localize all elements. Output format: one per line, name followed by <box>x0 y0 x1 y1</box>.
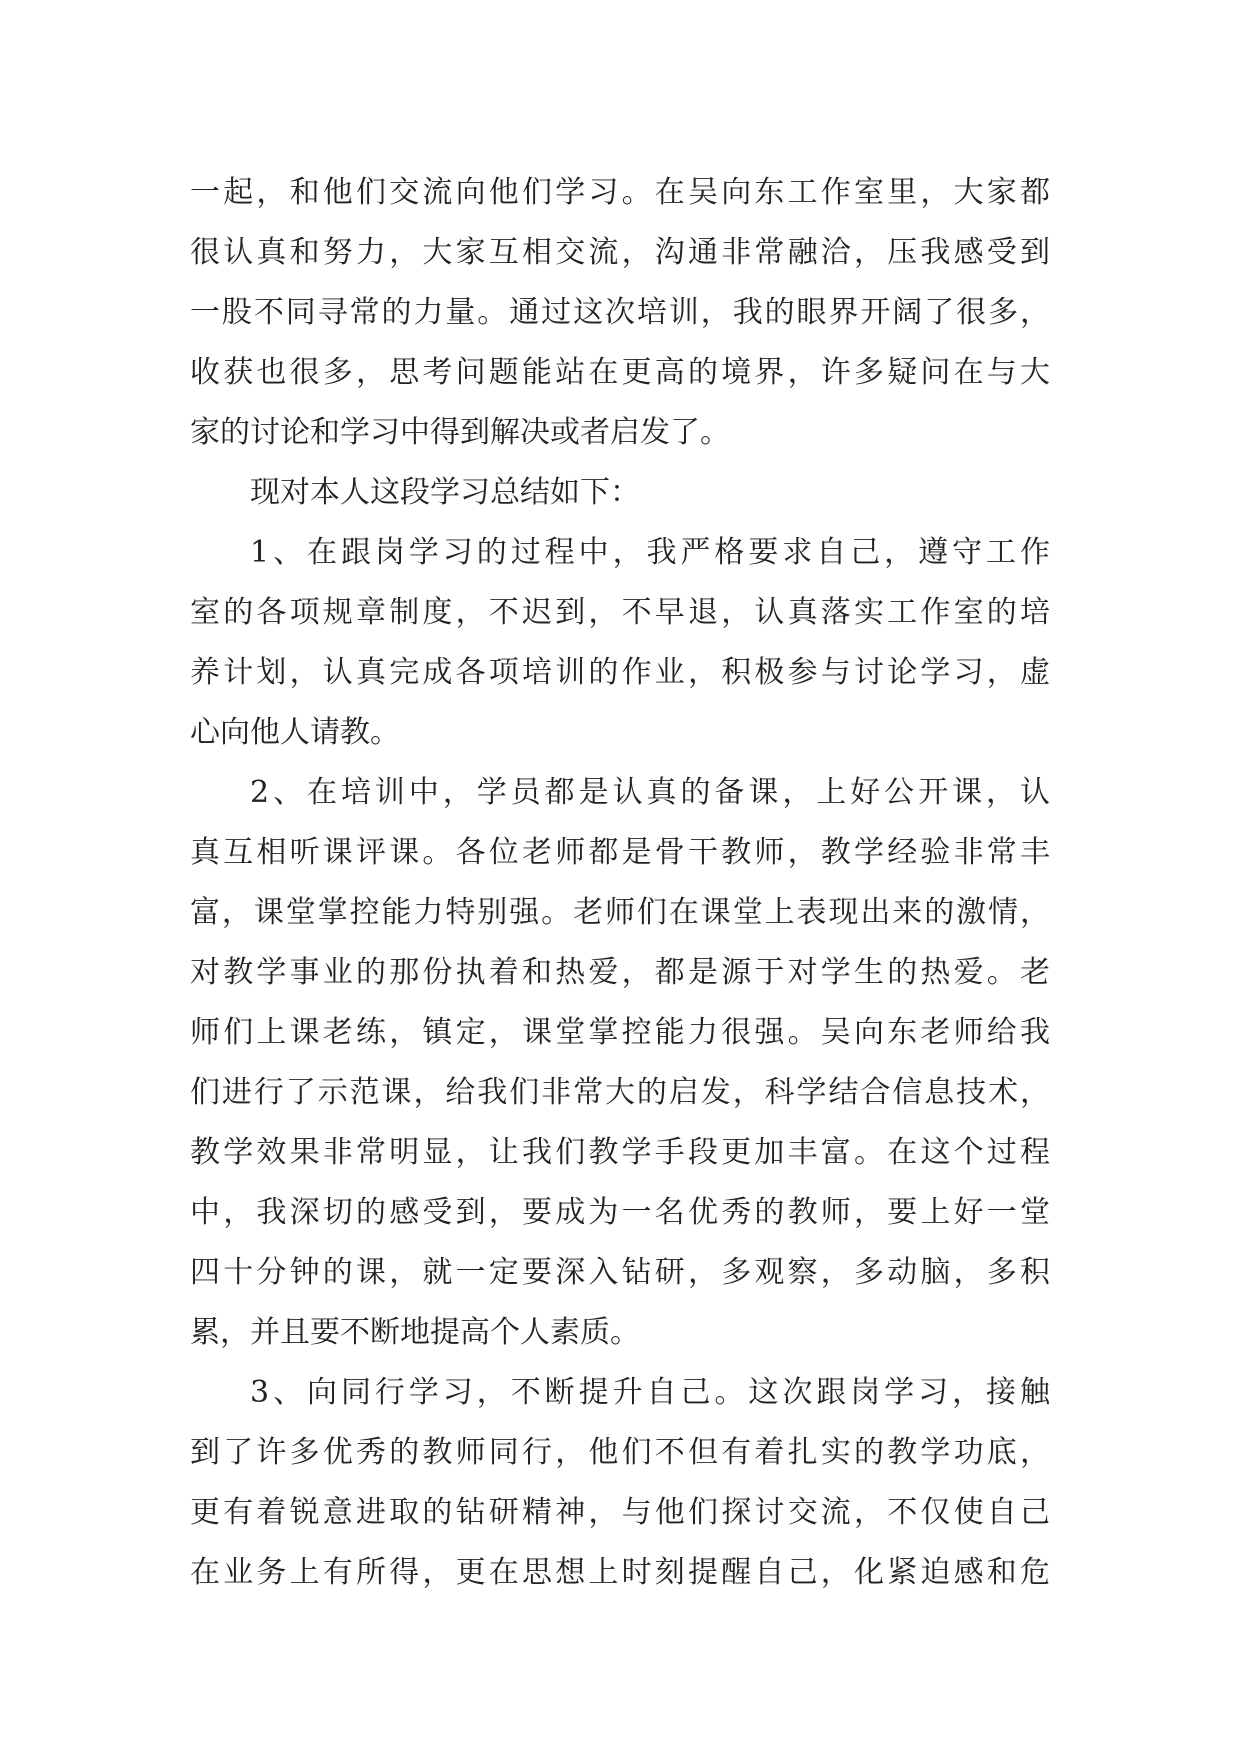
text-line: 教学效果非常明显，让我们教学手段更加丰富。在这个过程 <box>190 1135 1050 1170</box>
list-item-2-line: 2、在培训中，学员都是认真的备课，上好公开课，认 <box>250 775 1050 810</box>
text-line: 四十分钟的课，就一定要深入钻研，多观察，多动脑，多积 <box>190 1255 1050 1290</box>
list-item-3-line: 3、向同行学习，不断提升自己。这次跟岗学习，接触 <box>250 1375 1050 1410</box>
text-line: 养计划，认真完成各项培训的作业，积极参与讨论学习，虚 <box>190 655 1050 690</box>
text-line: 富，课堂掌控能力特别强。老师们在课堂上表现出来的激情， <box>190 895 1050 930</box>
text-line: 们进行了示范课，给我们非常大的启发，科学结合信息技术， <box>190 1075 1050 1110</box>
text-line: 对教学事业的那份执着和热爱，都是源于对学生的热爱。老 <box>190 955 1050 990</box>
text-line: 一起，和他们交流向他们学习。在吴向东工作室里，大家都 <box>190 175 1050 210</box>
text-line: 室的各项规章制度，不迟到，不早退，认真落实工作室的培 <box>190 595 1050 630</box>
text-line: 中，我深切的感受到，要成为一名优秀的教师，要上好一堂 <box>190 1195 1050 1230</box>
text-line: 收获也很多，思考问题能站在更高的境界，许多疑问在与大 <box>190 355 1050 390</box>
text-line: 在业务上有所得，更在思想上时刻提醒自己，化紧迫感和危 <box>190 1555 1050 1590</box>
text-line: 更有着锐意进取的钻研精神，与他们探讨交流，不仅使自己 <box>190 1495 1050 1530</box>
list-item-1-line: 1、在跟岗学习的过程中，我严格要求自己，遵守工作 <box>250 535 1050 570</box>
text-line: 一股不同寻常的力量。通过这次培训，我的眼界开阔了很多， <box>190 295 1050 330</box>
text-line: 心向他人请教。 <box>190 715 400 750</box>
text-line: 师们上课老练，镇定，课堂掌控能力很强。吴向东老师给我 <box>190 1015 1050 1050</box>
text-line: 真互相听课评课。各位老师都是骨干教师，教学经验非常丰 <box>190 835 1050 870</box>
body-text <box>190 163 1050 1603</box>
text-line: 到了许多优秀的教师同行，他们不但有着扎实的教学功底， <box>190 1435 1050 1470</box>
text-line: 很认真和努力，大家互相交流，沟通非常融洽，压我感受到 <box>190 235 1050 270</box>
paragraph-intro: 现对本人这段学习总结如下： <box>250 475 640 510</box>
text-line: 累，并且要不断地提高个人素质。 <box>190 1315 640 1350</box>
text-line: 家的讨论和学习中得到解决或者启发了。 <box>190 415 730 450</box>
